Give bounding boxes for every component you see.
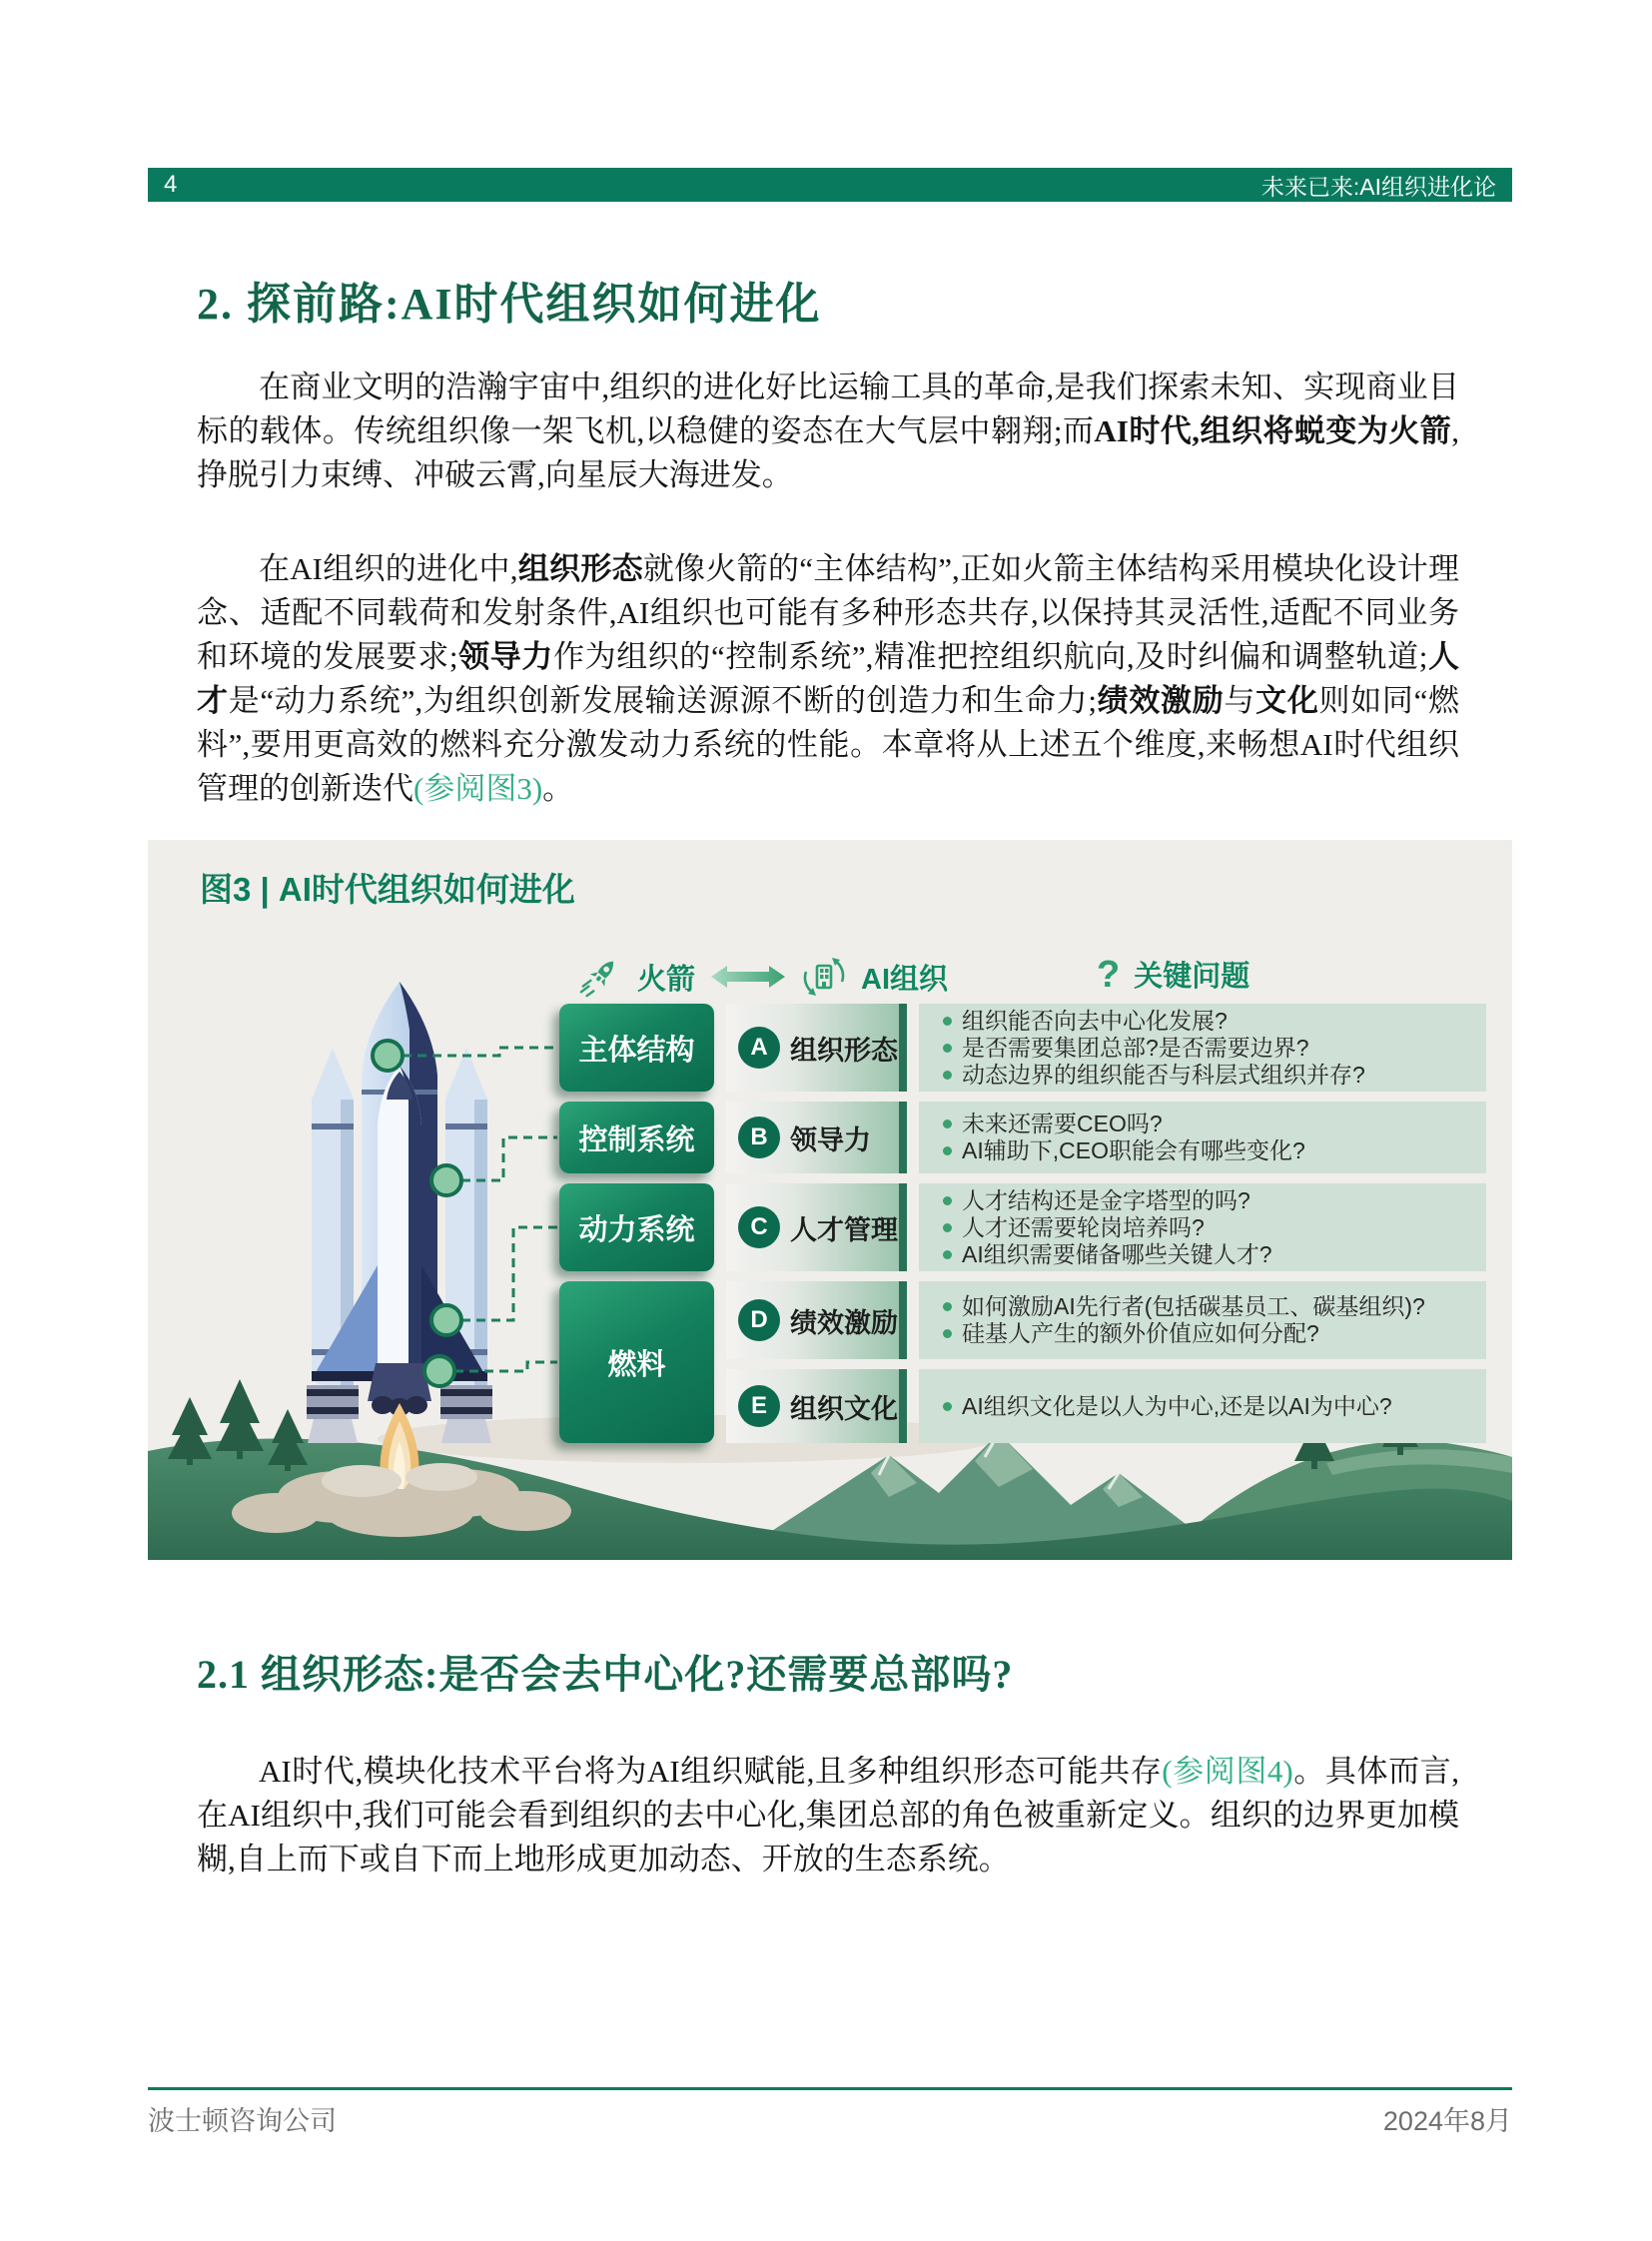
paragraph-dimensions [197, 547, 1459, 811]
dimension-label: 绩效激励 [790, 1307, 898, 1338]
text-segment: 组织形态 [517, 551, 643, 586]
bullet-icon [943, 1196, 952, 1205]
text-segment: 作为组织的“控制系统”,精准把控组织航向,及时纠偏和调整轨道; [552, 639, 1428, 674]
page-header-bar [148, 168, 1512, 202]
document-title: 未来已来:AI组织进化论 [1260, 173, 1496, 200]
question-item [943, 1035, 1476, 1062]
question-text: 人才结构还是金字塔型的吗? [962, 1186, 1250, 1213]
question-text: 组织能否向去中心化发展? [962, 1007, 1228, 1034]
rocket-part-button: 主体结构 [559, 1004, 714, 1092]
dimension-label: 组织形态 [790, 1035, 898, 1066]
dimension-panel [726, 1183, 907, 1271]
dimension-badge: B [738, 1117, 780, 1158]
text-segment: 与 [1224, 683, 1256, 718]
bullet-icon [943, 1120, 952, 1128]
section-heading: 2. 探前路:AI时代组织如何进化 [197, 280, 822, 329]
text-segment: 是“动力系统”,为组织创新发展输送源源不断的创造力和生命力; [228, 683, 1097, 718]
dimension-badge: E [738, 1385, 780, 1427]
figure-rows [559, 1004, 1486, 1443]
text-segment: 。具体而言,在AI组织中,我们可能会看到组织的去中心化,集团总部的角色被重新定义。组织的边界更加模糊,自上而下或自下而上地形成更加动态、开放的生态系统。 [197, 1754, 1459, 1876]
question-item [943, 1137, 1476, 1164]
dimension-label: 领导力 [790, 1124, 871, 1155]
dimension-label: 组织文化 [790, 1393, 898, 1424]
question-item [943, 1241, 1476, 1268]
bullet-icon [943, 1250, 952, 1259]
dimension-badge: A [738, 1027, 780, 1069]
question-item [943, 1111, 1476, 1137]
bullet-icon [943, 1329, 952, 1338]
bullet-icon [943, 1017, 952, 1026]
legend-org-label: AI组织 [861, 963, 949, 996]
text-segment: 人才 [197, 639, 1459, 718]
question-item [943, 1008, 1476, 1035]
text-segment: 领导力 [457, 639, 553, 674]
text-segment: 在AI组织的进化中, [259, 551, 518, 586]
footer-divider [148, 2087, 1512, 2090]
question-item [943, 1187, 1476, 1214]
paragraph-subsection [197, 1750, 1459, 1881]
question-item [943, 1393, 1476, 1420]
figure-legend-rocket [577, 954, 948, 1000]
subsection-heading: 2.1 组织形态:是否会去中心化?还需要总部吗? [197, 1652, 1014, 1697]
question-item [943, 1293, 1476, 1320]
question-item [943, 1062, 1476, 1089]
dimension-badge: D [738, 1299, 780, 1341]
bullet-icon [943, 1223, 952, 1232]
figure-legend-questions [1097, 954, 1249, 995]
question-text: AI组织文化是以人为中心,还是以AI为中心? [962, 1392, 1392, 1419]
footer-company: 波士顿咨询公司 [148, 2106, 337, 2136]
question-item [943, 1320, 1476, 1347]
dimension-panel [726, 1369, 907, 1443]
dimension-panel [726, 1281, 907, 1359]
text-segment: ,挣脱引力束缚、冲破云霄,向星辰大海进发。 [197, 413, 1459, 492]
rocket-illustration [230, 974, 569, 1533]
rocket-part-button: 燃料 [559, 1281, 714, 1443]
text-segment: 在商业文明的浩瀚宇宙中,组织的进化好比运输工具的革命,是我们探索未知、实现商业目标的载体。传统组织像一架飞机,以稳健的姿态在大气层中翱翔;而 [197, 370, 1459, 448]
paragraph-intro [197, 366, 1459, 497]
rocket-part-button: 动力系统 [559, 1183, 714, 1271]
questions-panel [919, 1369, 1486, 1443]
bullet-icon [943, 1402, 952, 1411]
figure-title: 图3 | AI时代组织如何进化 [200, 871, 575, 908]
questions-panel [919, 1004, 1486, 1092]
question-text: 动态边界的组织能否与科层式组织并存? [962, 1061, 1365, 1088]
legend-rocket-label: 火箭 [637, 963, 696, 996]
text-segment: 绩效激励 [1096, 683, 1225, 718]
question-text: AI辅助下,CEO职能会有哪些变化? [962, 1137, 1305, 1163]
questions-panel [919, 1183, 1486, 1271]
text-segment: 文化 [1255, 683, 1319, 718]
rocket-part-button: 控制系统 [559, 1102, 714, 1173]
page-number: 4 [164, 171, 178, 198]
footer-date: 2024年8月 [1382, 2106, 1512, 2136]
bullet-icon [943, 1044, 952, 1053]
figure-reference-link[interactable]: (参阅图3) [413, 771, 543, 806]
text-segment: 。 [542, 771, 574, 806]
question-text: 如何激励AI先行者(包括碳基员工、碳基组织)? [962, 1293, 1425, 1319]
text-segment: AI时代,组织将蜕变为火箭 [1094, 413, 1452, 448]
questions-panel [919, 1102, 1486, 1173]
text-segment: AI时代,模块化技术平台将为AI组织赋能,且多种组织形态可能共存 [259, 1754, 1163, 1789]
bullet-icon [943, 1146, 952, 1155]
question-mark-icon: ? [1097, 953, 1121, 996]
bullet-icon [943, 1071, 952, 1080]
legend-questions-label: 关键问题 [1134, 961, 1250, 993]
dimension-panel [726, 1102, 907, 1173]
text-segment: 就像火箭的“主体结构”,正如火箭主体结构采用模块化设计理念、适配不同载荷和发射条件,AI组织也可能有多种形态共存,以保持其灵活性,适配不同业务和环境的发展要求; [197, 551, 1459, 674]
question-text: 人才还需要轮岗培养吗? [962, 1213, 1205, 1240]
text-segment: 则如同“燃料”,要用更高效的燃料充分激发动力系统的性能。本章将从上述五个维度,来畅想AI时代组织管理的创新迭代 [197, 683, 1460, 806]
building-cycle-icon [801, 954, 847, 1000]
exchange-arrow-icon [709, 963, 787, 991]
figure-panel [148, 840, 1512, 1560]
questions-panel [919, 1281, 1486, 1359]
figure-reference-link[interactable]: (参阅图4) [1162, 1754, 1293, 1789]
rocket-icon [577, 954, 623, 1000]
question-text: 未来还需要CEO吗? [962, 1111, 1163, 1136]
page-footer [148, 2099, 1512, 2138]
dimension-panel [726, 1004, 907, 1092]
question-text: AI组织需要储备哪些关键人才? [962, 1240, 1272, 1267]
dimension-label: 人才管理 [790, 1214, 898, 1245]
dimension-badge: C [738, 1206, 780, 1248]
question-item [943, 1214, 1476, 1241]
question-text: 是否需要集团总部?是否需要边界? [962, 1034, 1309, 1061]
bullet-icon [943, 1302, 952, 1311]
question-text: 硅基人产生的额外价值应如何分配? [962, 1320, 1319, 1346]
